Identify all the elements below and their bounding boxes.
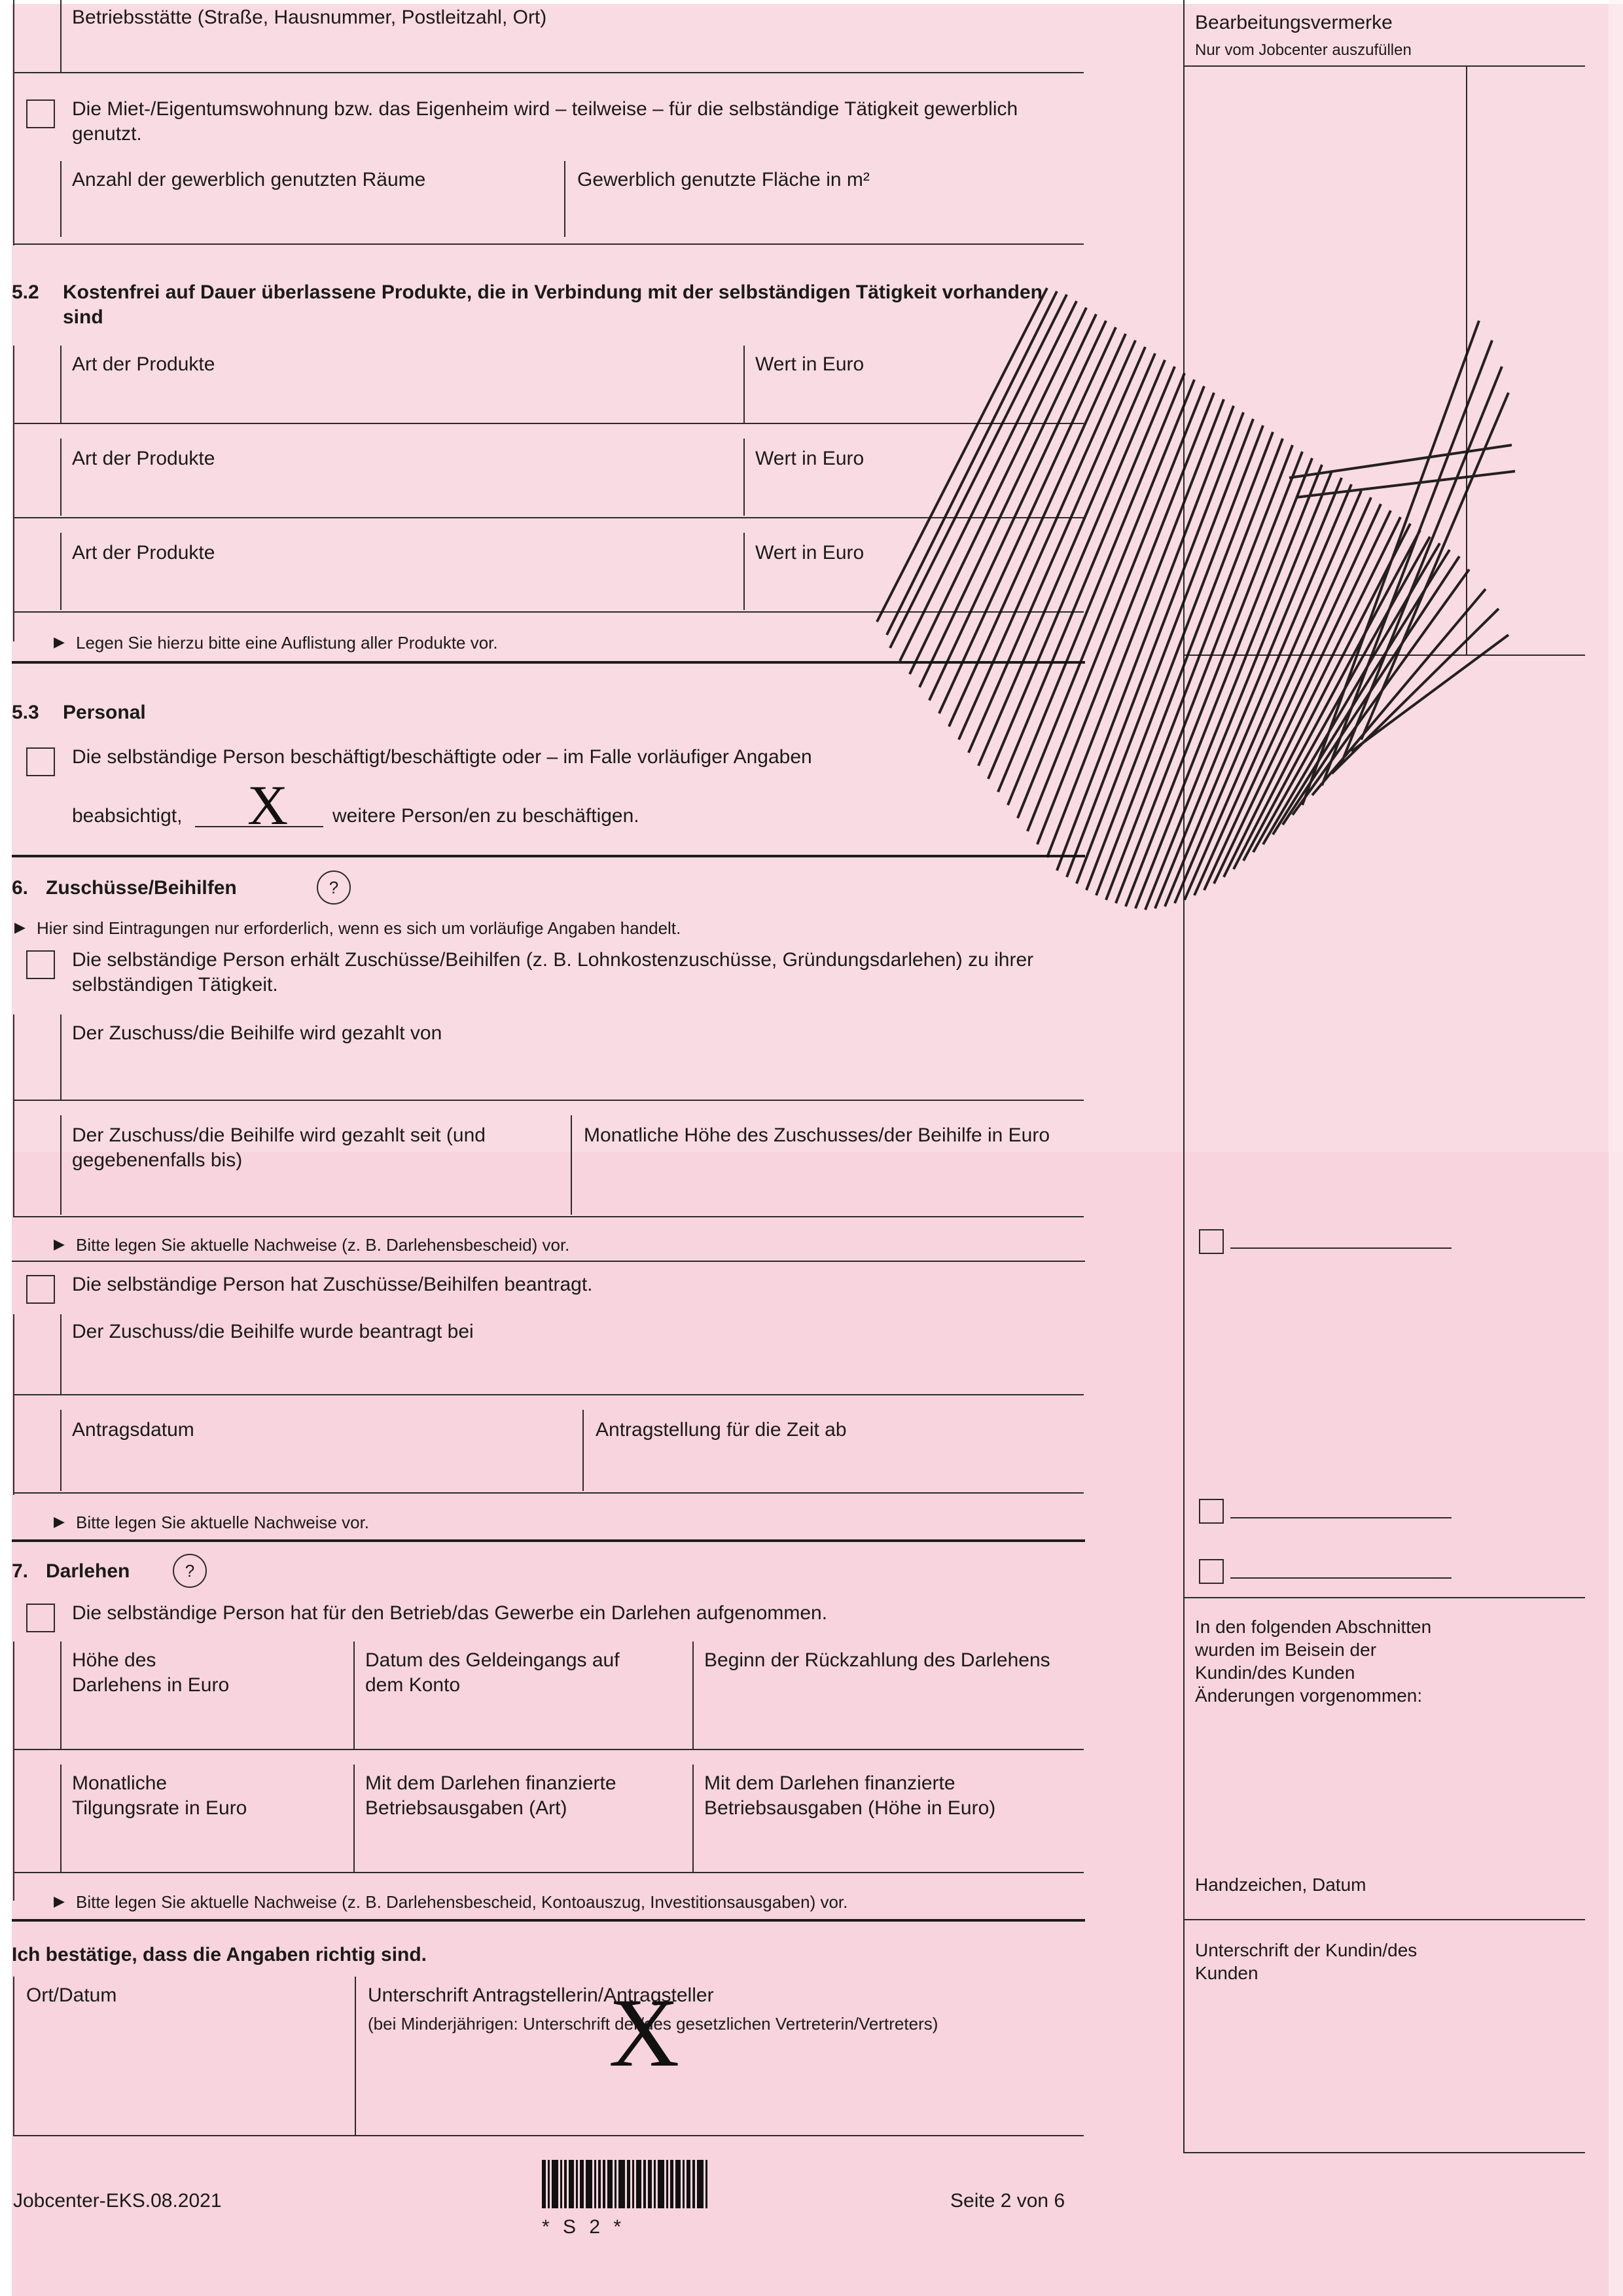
raeume-field-rule [60,161,62,237]
help-icon-section-7[interactable] [173,1554,207,1588]
tilgung-rule [60,1765,62,1872]
produkt-2-wert-rule [743,439,745,516]
right-column-rule-3 [1183,1597,1585,1598]
produkt-1-wert-rule [743,346,745,423]
help-icon-glyph: ? [329,877,339,897]
betriebsstaette-label: Betriebsstätte (Straße, Hausnummer, Postleitzahl, Ort) [72,7,547,28]
flaeche-label: Gewerblich genutzte Fläche in m² [577,169,870,190]
bearbeitungsvermerke-title: Bearbeitungsvermerke [1195,12,1393,33]
produkt-2-underline [13,517,1084,518]
darlehen-checkbox[interactable] [26,1604,55,1632]
antragsdatum-field-rule [60,1410,62,1491]
confirmation-title: Ich bestätige, dass die Angaben richtig sind. [12,1944,427,1965]
produkt-3-underline [13,611,1084,613]
section-5-3-bottom-rule [12,855,1085,857]
vermerk-line-1[interactable] [1230,1247,1452,1249]
betriebsstaette-field-rule [60,0,62,73]
vermerk-line-2[interactable] [1230,1517,1452,1518]
darlehen-hoehe-label: Höhe des Darlehens in Euro [72,1649,230,1696]
personal-text-line1: Die selbständige Person beschäftigt/beschäftigte oder – im Falle vorläufiger Angaben [72,746,812,768]
antragstellung-label: Antragstellung für die Zeit ab [596,1419,847,1441]
darlehen-row1-underline [13,1749,1084,1750]
personal-count-handwriting: X [247,774,289,836]
zeitraum-label: Der Zuschuss/die Beihilfe wird gezahlt seit (und gegebenenfalls bis) [72,1124,486,1171]
barcode [542,2160,709,2208]
barcode-text: * S 2 * [542,2216,626,2238]
tilgung-label: Monatliche Tilgungsrate in Euro [72,1772,247,1819]
antragsdatum-underline [13,1492,1084,1494]
section-6b-left-border [13,1314,14,1495]
produkt-1-wert-label: Wert in Euro [755,353,865,375]
beantragt-bei-field-rule [60,1314,62,1395]
hint-arrow-icon-4: ▶ [54,1513,65,1530]
signature-field-rule [355,1977,356,2136]
betriebsausgaben-art-rule [353,1765,355,1872]
confirmation-underline [13,2135,1084,2136]
section-6-hint-1: Bitte legen Sie aktuelle Nachweise (z. B. Darlehensbescheid) vor. [76,1235,570,1255]
produkt-3-wert-rule [743,533,745,610]
hoehe-label: Monatliche Höhe des Zuschusses/der Beihilfe in Euro [584,1124,1050,1146]
produkt-1-art-label: Art der Produkte [72,353,215,375]
right-column-inner-divider [1466,65,1467,655]
signature-label: Unterschrift Antragstellerin/Antragsteller [368,1984,714,2006]
section-7-hint: Bitte legen Sie aktuelle Nachweise (z. B. Darlehensbescheid, Kontoauszug, Investitionsausgaben) vor. [76,1892,848,1912]
vermerk-checkbox-1[interactable] [1199,1229,1224,1254]
antragsdatum-label: Antragsdatum [72,1419,194,1441]
gewerbliche-nutzung-text: Die Miet-/Eigentumswohnung bzw. das Eigenheim wird – teilweise – für die selbständige Tätigkeit gewerblich genutzt. [72,98,1018,145]
vermerk-checkbox-3[interactable] [1199,1559,1224,1584]
section-5-2-left-border [13,346,14,641]
beantragt-bei-label: Der Zuschuss/die Beihilfe wurde beantragt bei [72,1321,474,1342]
zuschuss-beantragt-text: Die selbständige Person hat Zuschüsse/Beihilfen beantragt. [72,1274,593,1295]
personal-text-line2b: weitere Person/en zu beschäftigen. [332,805,639,827]
betriebsausgaben-hoehe-rule [692,1765,694,1872]
hint-arrow-icon-5: ▶ [54,1893,65,1909]
section-6-left-border [13,1014,14,1217]
bearbeitungsvermerke-subtitle: Nur vom Jobcenter auszufüllen [1195,41,1412,59]
section-5-3-number: 5.3 [12,702,39,723]
section-5-2-bottom-rule [12,661,1085,664]
section-6-top-hint: Hier sind Eintragungen nur erforderlich, wenn es sich um vorläufige Angaben handelt. [37,918,681,938]
personal-text-line2a: beabsichtigt, [72,805,183,827]
vermerk-handzeichen-label: Handzeichen, Datum [1195,1874,1366,1895]
hint-arrow-icon-3: ▶ [54,1236,65,1252]
darlehen-row2-underline [13,1872,1084,1873]
produkt-3-art-label: Art der Produkte [72,542,215,564]
produkt-2-art-rule [60,439,62,516]
zahler-field-rule [60,1014,62,1100]
produkt-3-wert-label: Wert in Euro [755,542,865,564]
vermerk-line-3[interactable] [1230,1577,1452,1579]
darlehen-beginn-label: Beginn der Rückzahlung des Darlehens [704,1649,1050,1671]
page-edge-top [0,0,1623,4]
vermerk-signature-label: Unterschrift der Kundin/des Kunden [1195,1940,1418,1983]
darlehen-datum-rule [353,1641,355,1749]
hint-arrow-icon-1: ▶ [54,634,65,650]
raeume-flaeche-underline [13,243,1084,245]
section-7-title: Darlehen [46,1560,130,1582]
section-7-bottom-rule [12,1919,1085,1922]
right-column-rule-1 [1183,65,1585,67]
produkt-2-art-label: Art der Produkte [72,448,215,469]
section-6-bottom-rule [12,1539,1085,1542]
section-6-title: Zuschüsse/Beihilfen [46,877,237,899]
gewerbliche-nutzung-checkbox[interactable] [26,99,55,128]
produkt-3-art-rule [60,533,62,610]
right-column-rule-2 [1183,655,1585,656]
zuschuss-erhaelt-text: Die selbständige Person erhält Zuschüsse/Beihilfen (z. B. Lohnkostenzuschüsse, Gründungsdarlehen) zu ihrer selbständigen Tätigkeit. [72,949,1034,996]
help-icon-section-6[interactable] [317,870,351,905]
zuschuss-beantragt-checkbox[interactable] [26,1275,55,1304]
section-6-hint-2: Bitte legen Sie aktuelle Nachweise vor. [76,1513,370,1532]
page-number: Seite 2 von 6 [950,2190,1065,2212]
section-7-left-border [13,1641,14,1901]
section-5-2-hint: Legen Sie hierzu bitte eine Auflistung aller Produkte vor. [76,633,498,653]
raeume-label: Anzahl der gewerblich genutzten Räume [72,169,426,190]
zeitraum-hoehe-underline [13,1216,1084,1217]
darlehen-hoehe-rule [60,1641,62,1749]
right-column-rule-5 [1183,2152,1585,2153]
hint-arrow-icon-2: ▶ [14,919,26,935]
darlehen-beginn-rule [692,1641,694,1749]
produkt-1-art-rule [60,346,62,423]
darlehen-text: Die selbständige Person hat für den Betrieb/das Gewerbe ein Darlehen aufgenommen. [72,1602,828,1624]
page-edge-right [1609,0,1623,2296]
right-column-divider [1183,0,1185,2153]
section-6-number: 6. [12,877,29,899]
signature-sublabel: (bei Minderjährigen: Unterschrift der/des gesetzlichen Vertreterin/Vertreters) [368,2014,938,2034]
personal-checkbox[interactable] [26,747,55,776]
vermerk-changes-note: In den folgenden Abschnitten wurden im Beisein der Kundin/des Kunden Änderungen vorgenommen: [1195,1617,1432,1706]
darlehen-datum-label: Datum des Geldeingangs auf dem Konto [365,1649,620,1696]
betriebsausgaben-hoehe-label: Mit dem Darlehen finanzierte Betriebsausgaben (Höhe in Euro) [704,1772,996,1819]
section-5-2-title: Kostenfrei auf Dauer überlassene Produkte, die in Verbindung mit der selbständigen Tätigkeit vorhanden sind [63,281,1043,328]
antragstellung-field-rule [582,1410,584,1491]
confirmation-left-border [13,1977,14,2136]
signature-handwriting: X [609,1979,680,2087]
zahler-label: Der Zuschuss/die Beihilfe wird gezahlt von [72,1022,442,1044]
right-column-rule-4 [1183,1919,1585,1920]
zahler-underline [13,1100,1084,1101]
produkt-1-underline [13,423,1084,424]
section-7-number: 7. [12,1560,29,1582]
hoehe-field-rule [571,1115,572,1215]
form-id: Jobcenter-EKS.08.2021 [13,2190,222,2212]
flaeche-field-rule [564,161,565,237]
betriebsausgaben-art-label: Mit dem Darlehen finanzierte Betriebsausgaben (Art) [365,1772,616,1819]
beantragt-bei-underline [13,1394,1084,1395]
vermerk-checkbox-2[interactable] [1199,1499,1224,1524]
section-5-2-number: 5.2 [12,281,39,303]
help-icon-glyph-7: ? [185,1560,195,1581]
left-border-top [13,0,14,245]
section-6-mid-rule [12,1261,1085,1262]
betriebsstaette-underline [13,72,1084,73]
section-5-3-title: Personal [63,702,146,723]
zeitraum-field-rule [60,1115,62,1215]
produkt-2-wert-label: Wert in Euro [755,448,865,469]
page-edge-left [0,0,12,2296]
ort-datum-label: Ort/Datum [26,1984,117,2006]
zuschuss-erhaelt-checkbox[interactable] [26,950,55,979]
